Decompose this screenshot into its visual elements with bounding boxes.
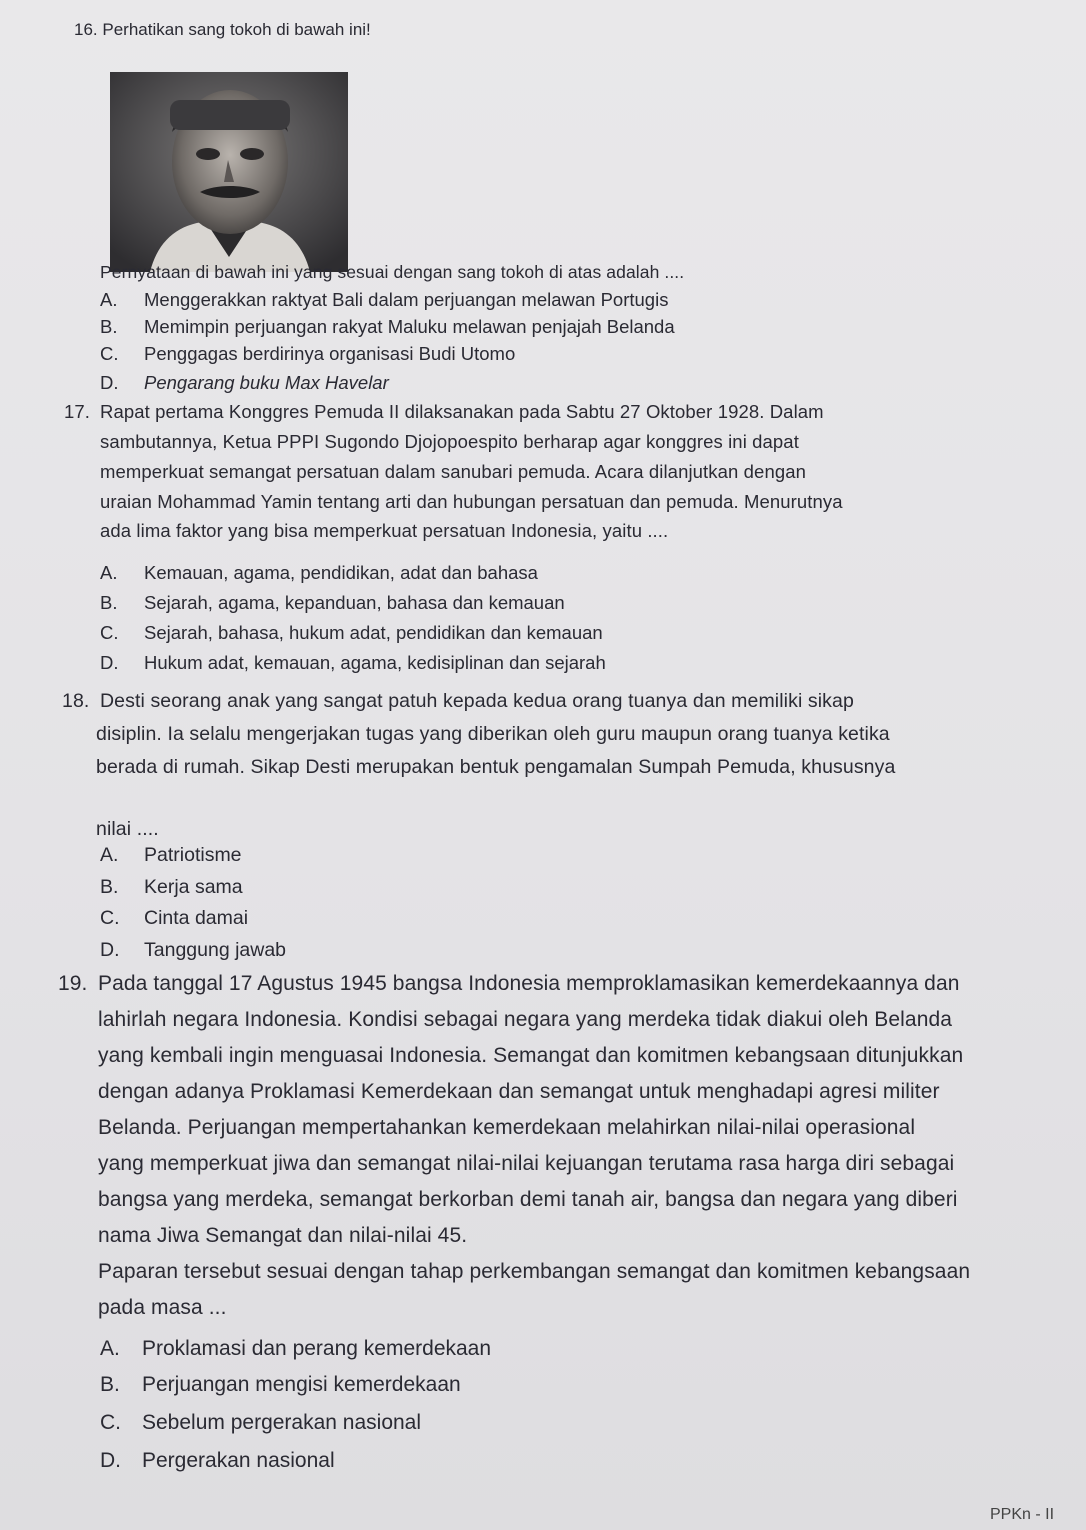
q16-option-a: A. Menggerakkan raktyat Bali dalam perjuangan melawan Portugis (100, 289, 669, 310)
q19-option-c: C. Sebelum pergerakan nasional (100, 1411, 422, 1434)
q18-option-c: C. Cinta damai (100, 907, 249, 929)
q18-line-2: disiplin. Ia selalu mengerjakan tugas yang diberikan oleh guru maupun orang tuanya ketika (96, 723, 890, 745)
q17-option-a: A. Kemauan, agama, pendidikan, adat dan bahasa (100, 562, 538, 583)
q19-line-3: yang kembali ingin menguasai Indonesia. Semangat dan komitmen kebangsaan ditunjukkan (98, 1044, 964, 1067)
portrait-illustration (110, 72, 348, 272)
q18-option-a: A. Patriotisme (100, 844, 242, 866)
footer-code: PPKn - II (990, 1506, 1055, 1523)
q16-prompt: Pernyataan di bawah ini yang sesuai dengan sang tokoh di atas adalah .... (100, 262, 685, 282)
q19-line-1: Pada tanggal 17 Agustus 1945 bangsa Indonesia memproklamasikan kemerdekaannya dan (98, 972, 960, 995)
q17-option-c: C. Sejarah, bahasa, hukum adat, pendidikan dan kemauan (100, 622, 603, 643)
q18-option-d: D. Tanggung jawab (100, 939, 287, 961)
q16-option-d: D. Pengarang buku Max Havelar (100, 372, 389, 393)
q16-number: 16. (74, 20, 98, 39)
q16-option-c: C. Penggagas berdirinya organisasi Budi Utomo (100, 343, 516, 364)
q18-line-4: nilai .... (96, 818, 159, 840)
q18-line-1: Desti seorang anak yang sangat patuh kepada kedua orang tuanya dan memiliki sikap (100, 690, 854, 712)
q17-line-5: ada lima faktor yang bisa memperkuat persatuan Indonesia, yaitu .... (100, 520, 669, 541)
q19-line-2: lahirlah negara Indonesia. Kondisi sebagai negara yang merdeka tidak diakui oleh Belanda (98, 1008, 953, 1031)
q19-number: 19. (58, 972, 88, 995)
q17-option-d: D. Hukum adat, kemauan, agama, kedisiplinan dan sejarah (100, 652, 606, 673)
q19-line-6: yang memperkuat jiwa dan semangat nilai-nilai kejuangan terutama rasa harga diri sebagai (98, 1152, 955, 1175)
q19-line-9: Paparan tersebut sesuai dengan tahap perkembangan semangat dan komitmen kebangsaan (98, 1260, 971, 1283)
q19-line-5: Belanda. Perjuangan mempertahankan kemerdekaan melahirkan nilai-nilai operasional (98, 1116, 916, 1139)
q16-option-b: B. Memimpin perjuangan rakyat Maluku melawan penjajah Belanda (100, 316, 675, 337)
q16-title: Perhatikan sang tokoh di bawah ini! (102, 20, 371, 39)
q19-line-7: bangsa yang merdeka, semangat berkorban demi tanah air, bangsa dan negara yang diberi (98, 1188, 958, 1211)
q17-option-b: B. Sejarah, agama, kepanduan, bahasa dan kemauan (100, 592, 565, 613)
q19-option-a: A. Proklamasi dan perang kemerdekaan (100, 1337, 492, 1360)
q17-line-2: sambutannya, Ketua PPPI Sugondo Djojopoespito berharap agar konggres ini dapat (100, 431, 799, 452)
q19-option-b: B. Perjuangan mengisi kemerdekaan (100, 1373, 461, 1396)
q17-line-3: memperkuat semangat persatuan dalam sanubari pemuda. Acara dilanjutkan dengan (100, 461, 807, 482)
q18-number: 18. (62, 690, 90, 712)
q19-option-d: D. Pergerakan nasional (100, 1449, 335, 1472)
q16-heading (74, 20, 371, 40)
q18-option-b: B. Kerja sama (100, 876, 243, 898)
q17-number: 17. (64, 401, 91, 422)
hero-portrait-photo (110, 72, 348, 272)
q19-line-4: dengan adanya Proklamasi Kemerdekaan dan semangat untuk menghadapi agresi militer (98, 1080, 940, 1103)
q17-line-1: Rapat pertama Konggres Pemuda II dilaksanakan pada Sabtu 27 Oktober 1928. Dalam (100, 401, 824, 422)
q19-line-10: pada masa ... (98, 1296, 227, 1319)
q18-line-3: berada di rumah. Sikap Desti merupakan bentuk pengamalan Sumpah Pemuda, khususnya (96, 756, 896, 778)
q17-line-4: uraian Mohammad Yamin tentang arti dan hubungan persatuan dan pemuda. Menurutnya (100, 491, 843, 512)
q19-line-8: nama Jiwa Semangat dan nilai-nilai 45. (98, 1224, 468, 1247)
